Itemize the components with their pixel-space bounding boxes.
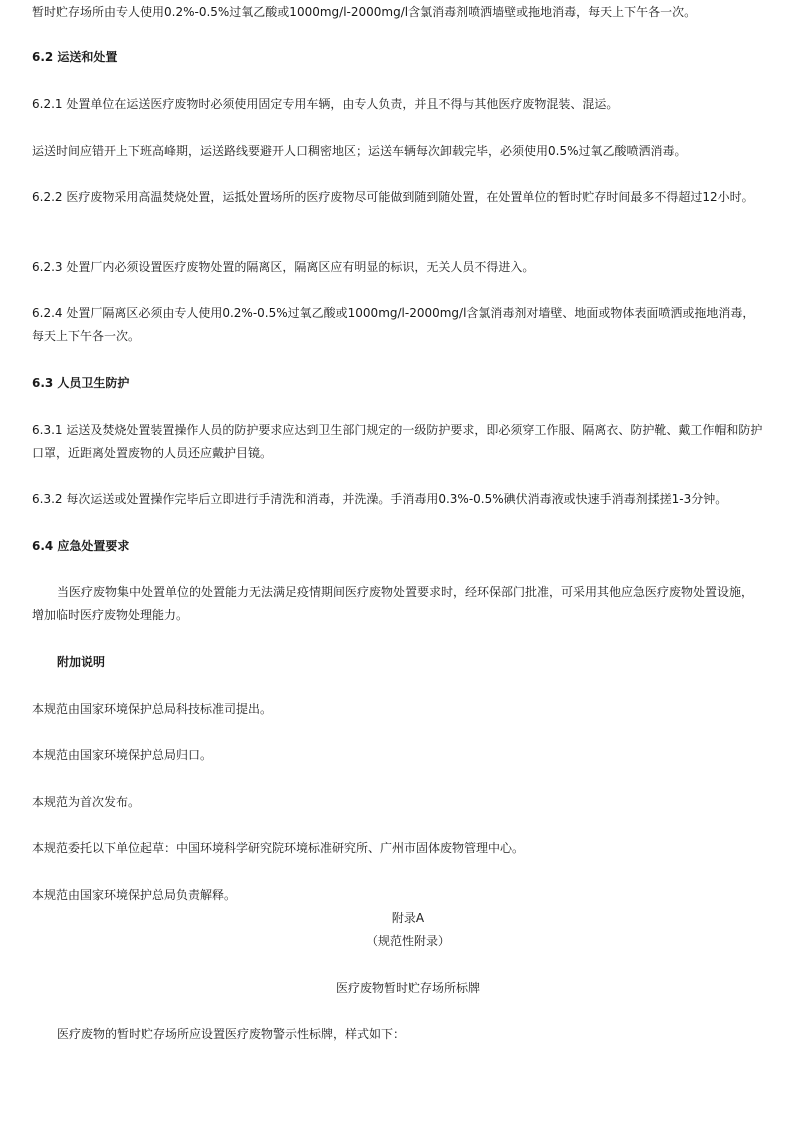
heading-additional-notes: 附加说明: [57, 655, 106, 669]
paragraph-6-4: 当医疗废物集中处置单位的处置能力无法满足疫情期间医疗废物处置要求时，经环保部门批准，可采用其他应急医疗废物处置设施，增加临时医疗废物处理能力。: [32, 585, 754, 622]
paragraph-6-2-1: 6.2.1 处置单位在运送医疗废物时必须使用固定专用车辆，由专人负责，并且不得与其他医疗废物混装、混运。: [32, 97, 619, 111]
paragraph-6-2-1-transport: 运送时间应错开上下班高峰期，运送路线要避开人口稠密地区；运送车辆每次卸载完毕，必须使用0.5%过氧乙酸喷洒消毒。: [32, 144, 687, 158]
note-interpreted-by: 本规范由国家环境保护总局负责解释。: [32, 888, 237, 902]
note-administered-by: 本规范由国家环境保护总局归口。: [32, 748, 213, 762]
paragraph-storage-disinfection: 暂时贮存场所由专人使用0.2%-0.5%过氧乙酸或1000mg/l-2000mg/l含氯消毒剂喷洒墙壁或拖地消毒，每天上下午各一次。: [32, 5, 697, 19]
appendix-title: 附录A: [391, 911, 425, 925]
appendix-body: 医疗废物的暂时贮存场所应设置医疗废物警示性标牌，样式如下：: [57, 1027, 406, 1041]
paragraph-6-2-4: 6.2.4 处置厂隔离区必须由专人使用0.2%-0.5%过氧乙酸或1000mg/l-2000mg/l含氯消毒剂对墙壁、地面或物体表面喷洒或拖地消毒，每天上下午各一次。: [32, 306, 755, 343]
appendix-heading: 医疗废物暂时贮存场所标牌: [335, 981, 480, 995]
paragraph-6-2-2: 6.2.2 医疗废物采用高温焚烧处置，运抵处置场所的医疗废物尽可能做到随到随处置，在处置单位的暂时贮存时间最多不得超过12小时。: [32, 190, 754, 204]
note-proposed-by: 本规范由国家环境保护总局科技标准司提出。: [32, 702, 273, 716]
paragraph-6-2-3: 6.2.3 处置厂内必须设置医疗废物处置的隔离区，隔离区应有明显的标识，无关人员不得进入。: [32, 260, 535, 274]
appendix-subtitle: （规范性附录）: [365, 934, 450, 948]
paragraph-6-3-2: 6.3.2 每次运送或处置操作完毕后立即进行手清洗和消毒，并洗澡。手消毒用0.3%-0.5%碘伏消毒液或快速手消毒剂揉搓1-3分钟。: [32, 492, 728, 506]
paragraph-6-3-1: 6.3.1 运送及焚烧处置装置操作人员的防护要求应达到卫生部门规定的一级防护要求，即必须穿工作服、隔离衣、防护靴、戴工作帽和防护口罩，近距离处置废物的人员还应戴护目镜。: [32, 423, 763, 460]
section-heading-6-2: 6.2 运送和处置: [32, 50, 118, 64]
section-heading-6-3: 6.3 人员卫生防护: [32, 376, 130, 390]
note-drafted-by: 本规范委托以下单位起草：中国环境科学研究院环境标准研究所、广州市固体废物管理中心。: [32, 841, 525, 855]
section-heading-6-4: 6.4 应急处置要求: [32, 539, 130, 553]
note-first-release: 本规范为首次发布。: [32, 795, 141, 809]
